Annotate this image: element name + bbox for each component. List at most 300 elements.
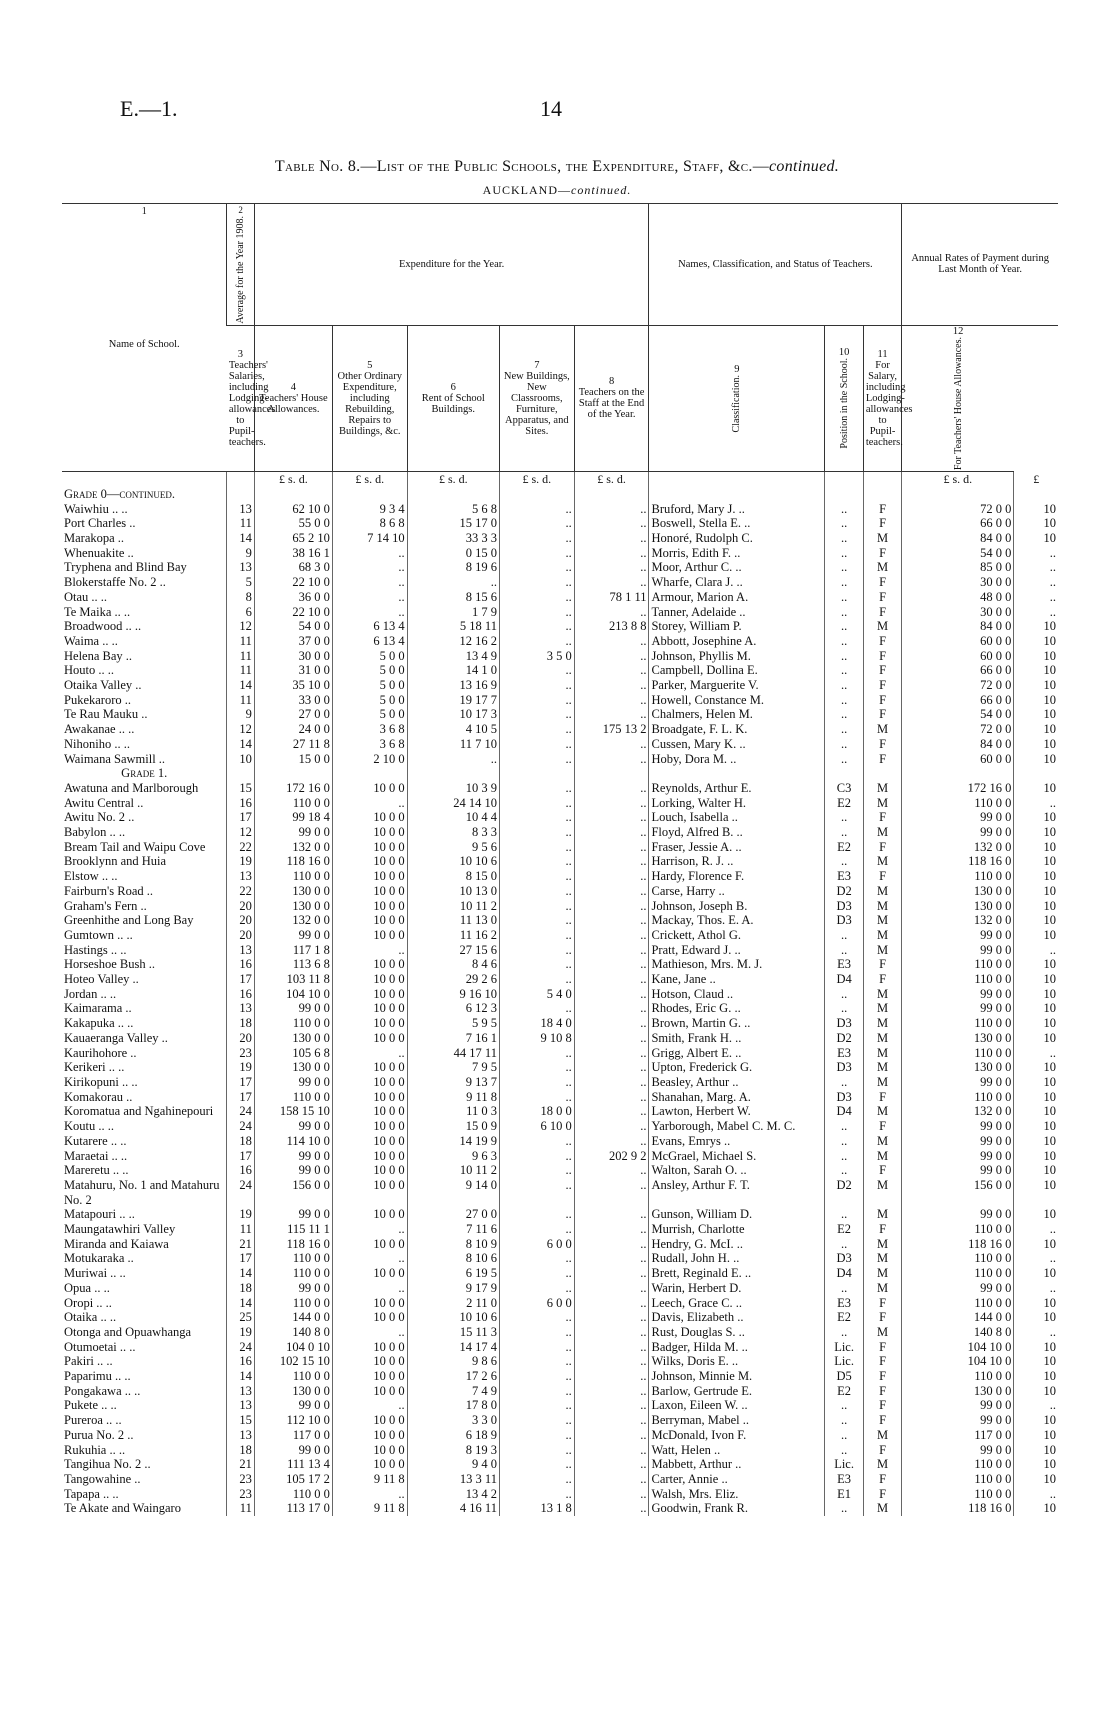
school-name-cell: Rukuhia .. .. <box>64 1442 126 1457</box>
other-expenditure-cell: 44 17 11 <box>407 1046 499 1061</box>
teacher-name-cell: Carter, Annie .. <box>649 1472 825 1487</box>
rent-cell: .. <box>499 663 574 678</box>
other-expenditure-cell: 7 11 6 <box>407 1222 499 1237</box>
rate-house-cell: 10 <box>1014 972 1058 987</box>
new-buildings-cell: .. <box>574 825 649 840</box>
table-title <box>0 158 1114 176</box>
position-cell: M <box>863 1046 901 1061</box>
salary-cell: 99 0 0 <box>254 1163 332 1178</box>
rate-salary-cell: 99 0 0 <box>902 1001 1014 1016</box>
rent-cell: .. <box>499 1178 574 1207</box>
school-name-cell: Waiwhiu .. .. <box>64 501 128 516</box>
position-cell: M <box>863 1325 901 1340</box>
salary-cell: 62 10 0 <box>254 502 332 517</box>
teacher-name-cell: Shanahan, Marg. A. <box>649 1090 825 1105</box>
house-allowance-cell: 10 0 0 <box>332 1428 407 1443</box>
table-row <box>62 693 1058 708</box>
position-cell: M <box>863 928 901 943</box>
table-row <box>62 1340 1058 1355</box>
other-expenditure-cell: 6 19 5 <box>407 1266 499 1281</box>
position-cell: F <box>863 1119 901 1134</box>
teacher-name-cell: Moor, Arthur C. .. <box>649 560 825 575</box>
house-allowance-cell: 9 3 4 <box>332 502 407 517</box>
col-newbuildings-header <box>499 325 574 472</box>
rate-salary-cell: 99 0 0 <box>902 1075 1014 1090</box>
teacher-name-cell: Louch, Isabella .. <box>649 810 825 825</box>
house-allowance-cell: 6 13 4 <box>332 634 407 649</box>
rate-house-cell: 10 <box>1014 649 1058 664</box>
rent-cell: .. <box>499 972 574 987</box>
average-cell: 25 <box>227 1310 254 1325</box>
rate-house-cell: 10 <box>1014 1104 1058 1119</box>
position-cell: M <box>863 796 901 811</box>
units-blank-teacher <box>649 472 825 487</box>
position-cell: M <box>863 1501 901 1516</box>
table-row <box>62 619 1058 634</box>
school-name-cell: Koromatua and Ngahinepouri <box>64 1104 214 1119</box>
rent-cell: .. <box>499 693 574 708</box>
school-name-cell: Broadwood .. .. <box>64 619 142 634</box>
rate-salary-cell: 110 0 0 <box>902 796 1014 811</box>
classification-cell: .. <box>825 1428 863 1443</box>
rate-house-cell: 10 <box>1014 1163 1058 1178</box>
salary-cell: 130 0 0 <box>254 1060 332 1075</box>
average-cell: 14 <box>227 1369 254 1384</box>
table-row <box>62 590 1058 605</box>
table-row <box>62 913 1058 928</box>
table-row <box>62 1310 1058 1325</box>
teacher-name-cell: Gunson, William D. <box>649 1207 825 1222</box>
teacher-name-cell: McGrael, Michael S. <box>649 1149 825 1164</box>
salary-cell: 172 16 0 <box>254 781 332 796</box>
new-buildings-cell: .. <box>574 531 649 546</box>
classification-cell: .. <box>825 810 863 825</box>
teacher-name-cell: Pratt, Edward J. .. <box>649 943 825 958</box>
teacher-name-cell: Warin, Herbert D. <box>649 1281 825 1296</box>
teacher-name-cell: Reynolds, Arthur E. <box>649 781 825 796</box>
salary-cell: 38 16 1 <box>254 546 332 561</box>
rent-cell <box>499 766 574 781</box>
house-allowance-cell: 2 10 0 <box>332 752 407 767</box>
school-name-cell: Otumoetai .. .. <box>64 1339 136 1354</box>
position-cell: F <box>863 502 901 517</box>
rent-cell: .. <box>499 1281 574 1296</box>
salary-cell: 35 10 0 <box>254 678 332 693</box>
house-allowance-cell: 10 0 0 <box>332 1075 407 1090</box>
other-expenditure-cell: 14 17 4 <box>407 1340 499 1355</box>
teacher-name-cell: Mathieson, Mrs. M. J. <box>649 957 825 972</box>
rate-salary-cell: 84 0 0 <box>902 737 1014 752</box>
house-allowance-cell: .. <box>332 1398 407 1413</box>
rate-salary-cell: 117 0 0 <box>902 1428 1014 1443</box>
teacher-name-cell: Evans, Emrys .. <box>649 1134 825 1149</box>
rate-salary-cell: 118 16 0 <box>902 854 1014 869</box>
col-position-label: Position in the School. <box>838 358 850 449</box>
other-expenditure-cell: 6 18 9 <box>407 1428 499 1443</box>
position-cell: F <box>863 1354 901 1369</box>
rent-cell: 9 10 8 <box>499 1031 574 1046</box>
teacher-name-cell: Chalmers, Helen M. <box>649 707 825 722</box>
other-expenditure-cell: 17 2 6 <box>407 1369 499 1384</box>
rate-house-cell: 10 <box>1014 1001 1058 1016</box>
other-expenditure-cell: 11 13 0 <box>407 913 499 928</box>
teacher-name-cell: Hoby, Dora M. .. <box>649 752 825 767</box>
school-name-cell: Otonga and Opuawhanga <box>64 1324 192 1339</box>
table-row <box>62 605 1058 620</box>
col-teachers-label: Teachers on the Staff at the End of the Year. <box>578 387 645 421</box>
table-subtitle-text: AUCKLAND— <box>482 183 571 197</box>
new-buildings-cell: .. <box>574 1443 649 1458</box>
house-allowance-cell: 10 0 0 <box>332 1443 407 1458</box>
classification-cell: .. <box>825 1443 863 1458</box>
position-cell: M <box>863 884 901 899</box>
rent-cell: .. <box>499 546 574 561</box>
classification-cell: .. <box>825 649 863 664</box>
average-cell: 17 <box>227 810 254 825</box>
average-cell: 11 <box>227 693 254 708</box>
salary-cell: 110 0 0 <box>254 869 332 884</box>
col-num-12: 12 <box>952 326 964 338</box>
position-cell: F <box>863 1413 901 1428</box>
rent-cell: .. <box>499 1443 574 1458</box>
school-name-cell: Fairburn's Road .. <box>64 883 154 898</box>
position-cell: F <box>863 752 901 767</box>
other-expenditure-cell: 15 0 9 <box>407 1119 499 1134</box>
rent-cell: .. <box>499 840 574 855</box>
rate-salary-cell: 99 0 0 <box>902 943 1014 958</box>
school-name-cell: Paparimu .. .. <box>64 1369 131 1384</box>
teacher-name-cell: Yarborough, Mabel C. M. C. <box>649 1119 825 1134</box>
salary-cell: 99 0 0 <box>254 1443 332 1458</box>
rate-salary-cell: 99 0 0 <box>902 1281 1014 1296</box>
salary-cell: 99 0 0 <box>254 928 332 943</box>
school-name-cell: Maungatawhiri Valley <box>64 1222 176 1237</box>
house-allowance-cell: 10 0 0 <box>332 1296 407 1311</box>
new-buildings-cell: .. <box>574 663 649 678</box>
classification-cell: .. <box>825 1237 863 1252</box>
rent-cell <box>499 487 574 502</box>
school-name-cell: Awitu Central .. <box>64 795 144 810</box>
rate-house-cell: 10 <box>1014 1457 1058 1472</box>
rate-salary-cell: 99 0 0 <box>902 928 1014 943</box>
classification-cell: Lic. <box>825 1457 863 1472</box>
classification-cell: D2 <box>825 884 863 899</box>
col-position-header <box>825 325 863 472</box>
new-buildings-cell: .. <box>574 1296 649 1311</box>
classification-cell: Lic. <box>825 1354 863 1369</box>
teacher-name-cell: Johnson, Joseph B. <box>649 899 825 914</box>
average-cell: 15 <box>227 781 254 796</box>
annual-rates-group-header: Annual Rates of Payment during Last Month of Year. <box>902 204 1058 326</box>
rate-salary-cell: 54 0 0 <box>902 707 1014 722</box>
col-num-2: 2 <box>238 205 243 215</box>
col-teachers-header <box>574 325 649 472</box>
school-name-cell: Opua .. .. <box>64 1280 110 1295</box>
rate-salary-cell: 60 0 0 <box>902 649 1014 664</box>
salary-cell: 130 0 0 <box>254 1031 332 1046</box>
house-allowance-cell: .. <box>332 1325 407 1340</box>
position-cell: F <box>863 1487 901 1502</box>
position-cell <box>863 487 901 502</box>
salary-cell: 22 10 0 <box>254 575 332 590</box>
col-salaries-label: Teachers' Salaries, including Lodging-allowances to Pupil-teachers. <box>228 359 276 448</box>
house-allowance-cell: 10 0 0 <box>332 1369 407 1384</box>
salary-cell: 99 0 0 <box>254 1149 332 1164</box>
house-allowance-cell: 10 0 0 <box>332 1119 407 1134</box>
school-name-cell: Hastings .. .. <box>64 942 127 957</box>
school-name-cell: Tangowahine .. <box>64 1471 141 1486</box>
other-expenditure-cell: 8 10 6 <box>407 1251 499 1266</box>
new-buildings-cell: .. <box>574 1340 649 1355</box>
average-cell: 13 <box>227 1428 254 1443</box>
rate-house-cell: 10 <box>1014 516 1058 531</box>
rate-salary-cell: 132 0 0 <box>902 840 1014 855</box>
rate-house-cell: 10 <box>1014 1428 1058 1443</box>
other-expenditure-cell: 1 7 9 <box>407 605 499 620</box>
classification-cell: .. <box>825 752 863 767</box>
school-name-cell: Komakorau .. <box>64 1089 133 1104</box>
new-buildings-cell <box>574 487 649 502</box>
table-row <box>62 825 1058 840</box>
salary-cell: 113 17 0 <box>254 1501 332 1516</box>
rent-cell: .. <box>499 502 574 517</box>
new-buildings-cell: .. <box>574 1016 649 1031</box>
average-cell: 20 <box>227 1031 254 1046</box>
classification-cell: E3 <box>825 1472 863 1487</box>
rent-cell: .. <box>499 531 574 546</box>
rate-salary-cell: 99 0 0 <box>902 1119 1014 1134</box>
teacher-name-cell: Parker, Marguerite V. <box>649 678 825 693</box>
school-name-cell: Kirikopuni .. .. <box>64 1075 138 1089</box>
house-allowance-cell: .. <box>332 796 407 811</box>
table-row <box>62 1090 1058 1105</box>
school-name-cell: Waima .. .. <box>64 633 118 648</box>
col-other-header <box>332 325 407 472</box>
table-row <box>62 487 1058 502</box>
rent-cell: .. <box>499 1487 574 1502</box>
position-cell: M <box>863 619 901 634</box>
new-buildings-cell: .. <box>574 1031 649 1046</box>
classification-cell: E3 <box>825 1046 863 1061</box>
salary-cell: 158 15 10 <box>254 1104 332 1119</box>
house-allowance-cell: .. <box>332 1251 407 1266</box>
classification-cell: .. <box>825 1149 863 1164</box>
rate-salary-cell: 60 0 0 <box>902 634 1014 649</box>
teacher-name-cell: Abbott, Josephine A. <box>649 634 825 649</box>
table-row <box>62 1384 1058 1399</box>
position-cell: F <box>863 693 901 708</box>
classification-cell: .. <box>825 1119 863 1134</box>
rate-house-cell: .. <box>1014 546 1058 561</box>
classification-cell: .. <box>825 987 863 1002</box>
col-num-6: 6 <box>450 381 456 393</box>
rate-salary-cell: 144 0 0 <box>902 1310 1014 1325</box>
average-cell: 14 <box>227 531 254 546</box>
teacher-name-cell: Broadgate, F. L. K. <box>649 722 825 737</box>
teacher-name-cell: Goodwin, Frank R. <box>649 1501 825 1516</box>
house-allowance-cell: 10 0 0 <box>332 1310 407 1325</box>
new-buildings-cell: 175 13 2 <box>574 722 649 737</box>
average-cell: 20 <box>227 913 254 928</box>
new-buildings-cell: .. <box>574 1310 649 1325</box>
other-expenditure-cell <box>407 487 499 502</box>
average-cell: 17 <box>227 1251 254 1266</box>
table-row <box>62 1398 1058 1413</box>
rate-house-cell: 10 <box>1014 1369 1058 1384</box>
new-buildings-cell: .. <box>574 1501 649 1516</box>
units-newb: £ s. d. <box>574 472 649 487</box>
rate-house-cell: 10 <box>1014 1296 1058 1311</box>
col-num-1: 1 <box>62 204 227 219</box>
position-cell: M <box>863 531 901 546</box>
teacher-name-cell: Johnson, Phyllis M. <box>649 649 825 664</box>
new-buildings-cell: .. <box>574 560 649 575</box>
rate-salary-cell: 66 0 0 <box>902 663 1014 678</box>
salary-cell: 104 10 0 <box>254 987 332 1002</box>
house-allowance-cell: 10 0 0 <box>332 1237 407 1252</box>
other-expenditure-cell: 33 3 3 <box>407 531 499 546</box>
rate-house-cell: 10 <box>1014 1266 1058 1281</box>
col-num-5: 5 <box>367 359 373 371</box>
average-cell: 11 <box>227 634 254 649</box>
new-buildings-cell: .. <box>574 972 649 987</box>
salary-cell <box>254 766 332 781</box>
position-cell: F <box>863 1222 901 1237</box>
other-expenditure-cell: 4 10 5 <box>407 722 499 737</box>
salary-cell: 27 11 8 <box>254 737 332 752</box>
rate-house-cell: .. <box>1014 1046 1058 1061</box>
table-row <box>62 928 1058 943</box>
house-allowance-cell: 10 0 0 <box>332 884 407 899</box>
col-num-11: 11 <box>877 348 888 360</box>
other-expenditure-cell: 9 5 6 <box>407 840 499 855</box>
salary-cell: 36 0 0 <box>254 590 332 605</box>
new-buildings-cell: .. <box>574 1457 649 1472</box>
house-allowance-cell: 6 13 4 <box>332 619 407 634</box>
house-allowance-cell: 10 0 0 <box>332 825 407 840</box>
position-cell: M <box>863 722 901 737</box>
new-buildings-cell: 78 1 11 <box>574 590 649 605</box>
rate-salary-cell: 66 0 0 <box>902 516 1014 531</box>
rate-salary-cell: 110 0 0 <box>902 1369 1014 1384</box>
rate-salary-cell: 54 0 0 <box>902 546 1014 561</box>
school-name-cell: Jordan .. .. <box>64 986 117 1001</box>
teacher-name-cell: McDonald, Ivon F. <box>649 1428 825 1443</box>
other-expenditure-cell: 7 4 9 <box>407 1384 499 1399</box>
new-buildings-cell: .. <box>574 884 649 899</box>
teacher-name-cell: Morris, Edith F. .. <box>649 546 825 561</box>
house-allowance-cell: 5 0 0 <box>332 693 407 708</box>
teacher-name-cell: Cussen, Mary K. .. <box>649 737 825 752</box>
house-allowance-cell: 10 0 0 <box>332 854 407 869</box>
salary-cell: 118 16 0 <box>254 854 332 869</box>
average-cell: 19 <box>227 1207 254 1222</box>
new-buildings-cell: .. <box>574 1281 649 1296</box>
school-name-cell: Pukete .. .. <box>64 1398 117 1413</box>
school-name-cell: Muriwai .. .. <box>64 1266 126 1281</box>
rent-cell: .. <box>499 737 574 752</box>
average-cell: 18 <box>227 1016 254 1031</box>
house-allowance-cell: 10 0 0 <box>332 928 407 943</box>
school-name-cell: Whenuakite .. <box>64 545 134 560</box>
position-cell: F <box>863 869 901 884</box>
house-allowance-cell: .. <box>332 560 407 575</box>
other-expenditure-cell: 13 4 2 <box>407 1487 499 1502</box>
house-allowance-cell: .. <box>332 1222 407 1237</box>
rate-salary-cell <box>902 487 1014 502</box>
average-cell: 16 <box>227 957 254 972</box>
classification-cell: .. <box>825 619 863 634</box>
classification-cell: .. <box>825 546 863 561</box>
teacher-name-cell: Badger, Hilda M. .. <box>649 1340 825 1355</box>
house-allowance-cell: 3 6 8 <box>332 737 407 752</box>
rent-cell: .. <box>499 619 574 634</box>
rate-house-cell: 10 <box>1014 957 1058 972</box>
house-allowance-cell: 10 0 0 <box>332 1001 407 1016</box>
school-name-cell: Pureroa .. .. <box>64 1413 122 1428</box>
other-expenditure-cell: 9 14 0 <box>407 1178 499 1207</box>
table-row <box>62 766 1058 781</box>
rent-cell: .. <box>499 1369 574 1384</box>
new-buildings-cell: .. <box>574 1237 649 1252</box>
rate-salary-cell: 99 0 0 <box>902 810 1014 825</box>
average-cell <box>227 487 254 502</box>
school-name-cell: Blokerstaffe No. 2 .. <box>64 575 166 590</box>
classification-cell: .. <box>825 854 863 869</box>
rent-cell: 6 0 0 <box>499 1237 574 1252</box>
table-row <box>62 531 1058 546</box>
rate-salary-cell: 132 0 0 <box>902 1104 1014 1119</box>
teacher-name-cell: Boswell, Stella E. .. <box>649 516 825 531</box>
house-allowance-cell: 5 0 0 <box>332 663 407 678</box>
house-allowance-cell: .. <box>332 943 407 958</box>
salary-cell: 15 0 0 <box>254 752 332 767</box>
position-cell: M <box>863 1016 901 1031</box>
school-name-cell: Babylon .. .. <box>64 825 126 840</box>
average-cell: 19 <box>227 854 254 869</box>
rate-house-cell: 10 <box>1014 810 1058 825</box>
position-cell: M <box>863 854 901 869</box>
table-row <box>62 1281 1058 1296</box>
house-allowance-cell: 9 11 8 <box>332 1472 407 1487</box>
table-body <box>62 472 1058 1516</box>
rate-house-cell: .. <box>1014 1487 1058 1502</box>
house-allowance-cell: 10 0 0 <box>332 810 407 825</box>
house-allowance-cell: 5 0 0 <box>332 678 407 693</box>
new-buildings-cell: .. <box>574 634 649 649</box>
salary-cell: 37 0 0 <box>254 634 332 649</box>
average-cell: 17 <box>227 1075 254 1090</box>
school-name-cell: Kaurihohore .. <box>64 1045 137 1060</box>
rate-salary-cell: 48 0 0 <box>902 590 1014 605</box>
house-allowance-cell: .. <box>332 1281 407 1296</box>
classification-cell: .. <box>825 560 863 575</box>
rate-salary-cell: 99 0 0 <box>902 1149 1014 1164</box>
new-buildings-cell: .. <box>574 1487 649 1502</box>
position-cell: M <box>863 1428 901 1443</box>
rent-cell: .. <box>499 884 574 899</box>
units-rate-house: £ <box>1014 472 1058 487</box>
salary-cell: 110 0 0 <box>254 1266 332 1281</box>
rate-house-cell: 10 <box>1014 825 1058 840</box>
new-buildings-cell: .. <box>574 854 649 869</box>
average-cell: 11 <box>227 1222 254 1237</box>
classification-cell <box>825 766 863 781</box>
rate-house-cell: 10 <box>1014 899 1058 914</box>
new-buildings-cell: .. <box>574 1001 649 1016</box>
house-allowance-cell: 10 0 0 <box>332 1413 407 1428</box>
other-expenditure-cell: 5 6 8 <box>407 502 499 517</box>
